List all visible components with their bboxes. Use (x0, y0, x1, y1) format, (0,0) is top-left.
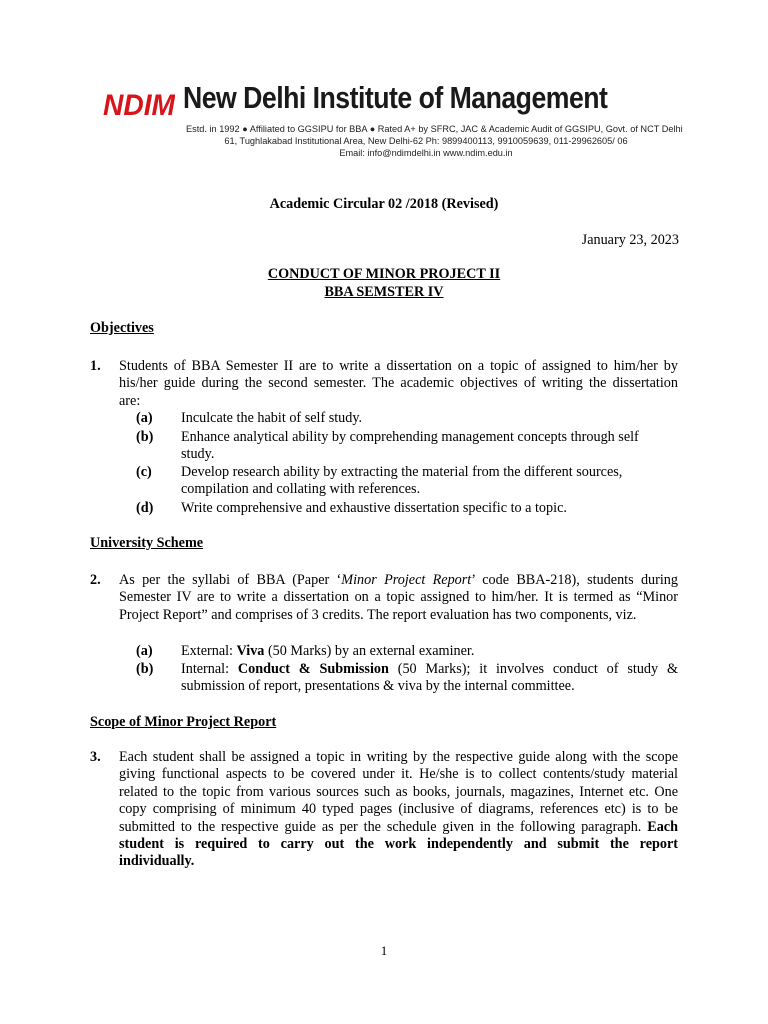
text-line (119, 572, 678, 589)
text-line: copy comprising of minimum 40 typed pages (inclusive of diagrams, references etc) is to be (119, 801, 678, 818)
text-span: (50 Marks) by an external examiner. (264, 643, 475, 659)
list-label: (b) (136, 661, 154, 677)
text-line: individually. (119, 853, 195, 870)
text-span: submitted to the respective guide as per the schedule given in the following paragraph. (119, 818, 648, 835)
scope-heading: Scope of Minor Project Report (90, 714, 277, 730)
institute-name: New Delhi Institute of Management (183, 80, 608, 115)
list-label: (c) (136, 464, 152, 480)
ndim-logo (103, 87, 175, 121)
text-span: ’ code BBA-218), students during (471, 572, 678, 588)
text-line: Students of BBA Semester II are to write a dissertation on a topic of assigned to him/her by (119, 358, 678, 374)
text-line (181, 643, 678, 660)
list-label: (b) (136, 429, 154, 445)
list-item (181, 661, 678, 696)
list-item (181, 464, 678, 499)
text-line: Enhance analytical ability by comprehending management concepts through self (181, 429, 639, 445)
list-item (181, 410, 678, 427)
list-item (181, 429, 678, 464)
text-line: related to the topic from various sources such as books, journals, magazines, Internet etc. One (119, 783, 678, 800)
list-item (181, 643, 678, 660)
text-line (119, 819, 678, 836)
scheme-paragraph (119, 572, 678, 624)
text-line: giving functional aspects to be covered under it. He/she is to collect contents/study material (119, 766, 678, 783)
text-span: (50 Marks); it involves conduct of study & (388, 661, 678, 677)
document-title: CONDUCT OF MINOR PROJECT II (267, 266, 501, 282)
header-address: 61, Tughlakabad Institutional Area, New Delhi-62 Ph: 9899400113, 9910059639, 011-29962605/ 06 (224, 136, 628, 146)
text-line: Each student shall be assigned a topic in writing by the respective guide along with the scope (119, 749, 678, 765)
logo-text: NDIM (103, 89, 175, 121)
text-line: study. (181, 446, 215, 463)
circular-title: Academic Circular 02 /2018 (Revised) (269, 196, 499, 212)
para-number-2: 2. (90, 572, 101, 588)
scope-paragraph (119, 749, 678, 871)
list-label: (d) (136, 500, 154, 516)
text-line: Semester IV are to write a dissertation on a topic assigned to him/her. It is termed as “Minor (119, 589, 678, 606)
text-line: student is required to carry out the work independently and submit the report (119, 836, 678, 853)
objectives-paragraph (119, 358, 678, 410)
list-item (181, 500, 678, 517)
university-scheme-heading: University Scheme (90, 535, 204, 551)
text-line: Write comprehensive and exhaustive dissertation specific to a topic. (181, 500, 567, 516)
page-number: 1 (380, 943, 388, 958)
bold-text: Viva (236, 643, 265, 659)
para-number-3: 3. (90, 749, 101, 765)
bold-text: Each (647, 818, 678, 835)
text-line (181, 661, 678, 678)
text-line: are: (119, 392, 141, 409)
text-line: Inculcate the habit of self study. (181, 410, 363, 426)
bold-text: Conduct & Submission (237, 661, 389, 677)
text-line: his/her guide during the second semester. The academic objectives of writing the dissertation (119, 375, 678, 392)
text-span: External: (181, 643, 237, 659)
text-span: Internal: (181, 661, 238, 677)
objectives-heading: Objectives (90, 320, 154, 336)
text-span: As per the syllabi of BBA (Paper ‘ (119, 572, 342, 588)
document-subtitle: BBA SEMSTER IV (324, 284, 444, 300)
text-line: submission of report, presentations & viva by the internal committee. (181, 678, 575, 695)
text-line: compilation and collating with references. (181, 481, 421, 498)
header-contact: Email: info@ndimdelhi.in www.ndim.edu.in (339, 148, 513, 158)
list-label: (a) (136, 643, 153, 659)
list-label: (a) (136, 410, 153, 426)
header-affiliation: Estd. in 1992 ● Affiliated to GGSIPU for BBA ● Rated A+ by SFRC, JAC & Academic Audit of GGSIPU, Govt. of NCT Delhi (186, 124, 683, 134)
text-line: Project Report” and comprises of 3 credits. The report evaluation has two components, viz. (119, 606, 637, 623)
para-number-1: 1. (90, 358, 101, 374)
circular-date: January 23, 2023 (581, 232, 679, 248)
text-line: Develop research ability by extracting the material from the different sources, (181, 464, 623, 480)
paper-name: Minor Project Report (341, 572, 472, 588)
